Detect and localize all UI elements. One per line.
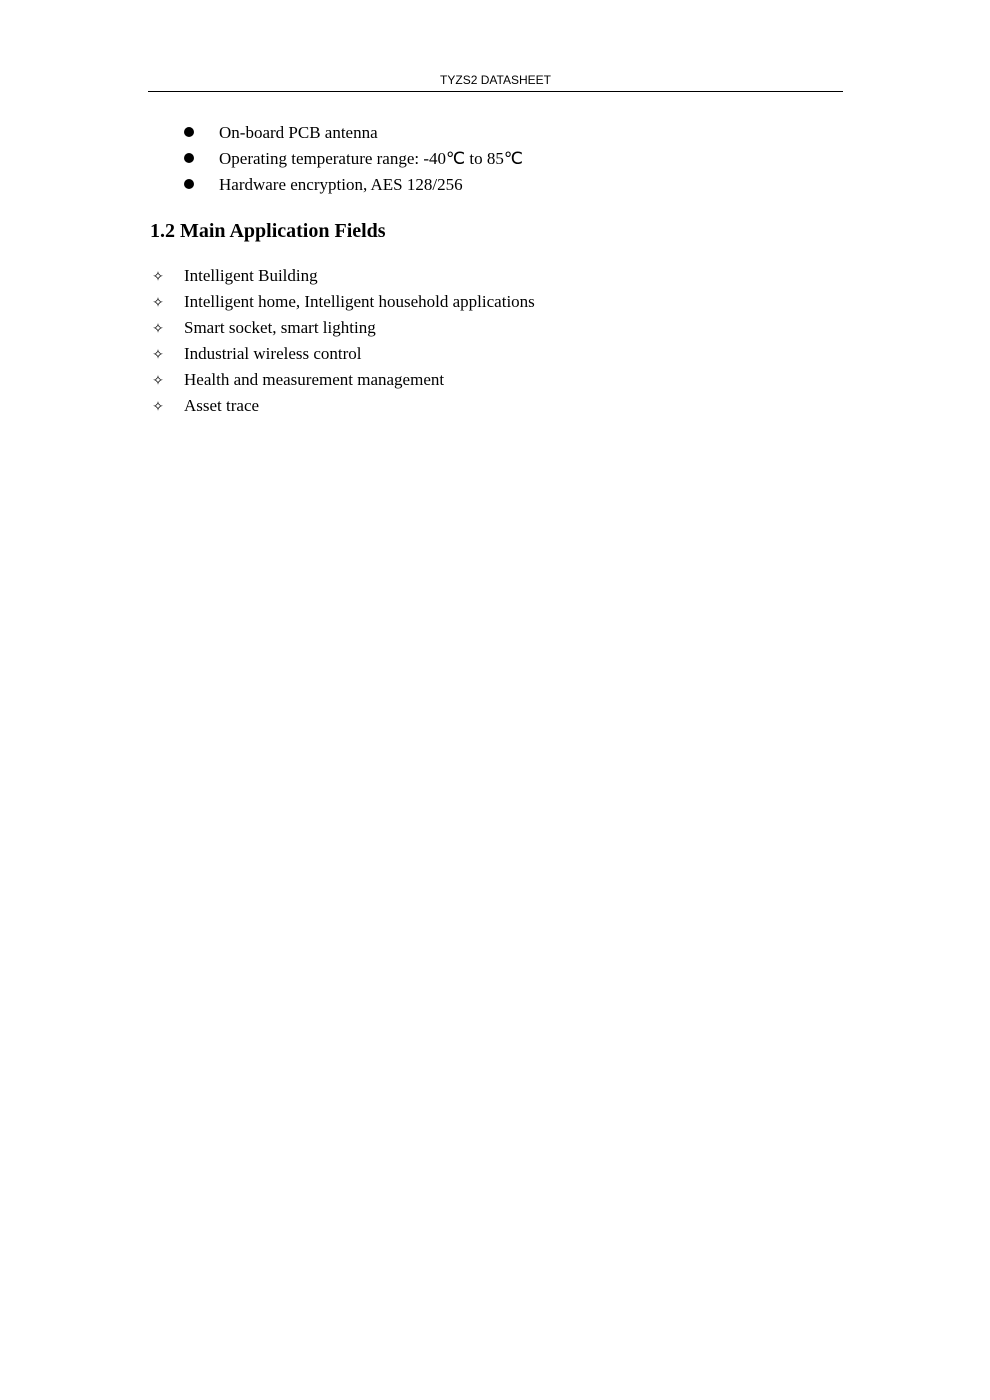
star-outline-icon: ✧ xyxy=(152,373,164,389)
section-heading: 1.2 Main Application Fields xyxy=(150,220,386,242)
bullet-dot-icon xyxy=(184,153,194,163)
feature-list xyxy=(184,120,523,198)
star-outline-icon: ✧ xyxy=(152,399,164,415)
star-outline-icon: ✧ xyxy=(152,269,164,285)
list-item xyxy=(150,289,535,315)
application-list xyxy=(150,263,535,419)
star-outline-icon: ✧ xyxy=(152,295,164,311)
list-item-text: Hardware encryption, AES 128/256 xyxy=(219,175,463,194)
list-item-text: Industrial wireless control xyxy=(184,344,362,363)
list-item xyxy=(184,146,523,172)
star-outline-icon: ✧ xyxy=(152,321,164,337)
document-title: TYZS2 DATASHEET xyxy=(440,73,551,87)
page-header xyxy=(148,70,843,92)
bullet-dot-icon xyxy=(184,127,194,137)
list-item-text: Asset trace xyxy=(184,396,260,415)
list-item-text: Intelligent Building xyxy=(184,266,318,285)
list-item xyxy=(184,120,523,146)
list-item-text: Intelligent home, Intelligent household applications xyxy=(184,292,535,311)
list-item xyxy=(150,263,535,289)
list-item xyxy=(150,393,535,419)
list-item xyxy=(150,315,535,341)
list-item-text: Smart socket, smart lighting xyxy=(184,318,376,337)
star-outline-icon: ✧ xyxy=(152,347,164,363)
list-item xyxy=(184,172,523,198)
list-item-text: Operating temperature range: -40℃ to 85℃ xyxy=(219,149,523,168)
list-item xyxy=(150,341,535,367)
bullet-dot-icon xyxy=(184,179,194,189)
list-item-text: Health and measurement management xyxy=(184,370,445,389)
list-item-text: On-board PCB antenna xyxy=(219,123,378,142)
list-item xyxy=(150,367,535,393)
